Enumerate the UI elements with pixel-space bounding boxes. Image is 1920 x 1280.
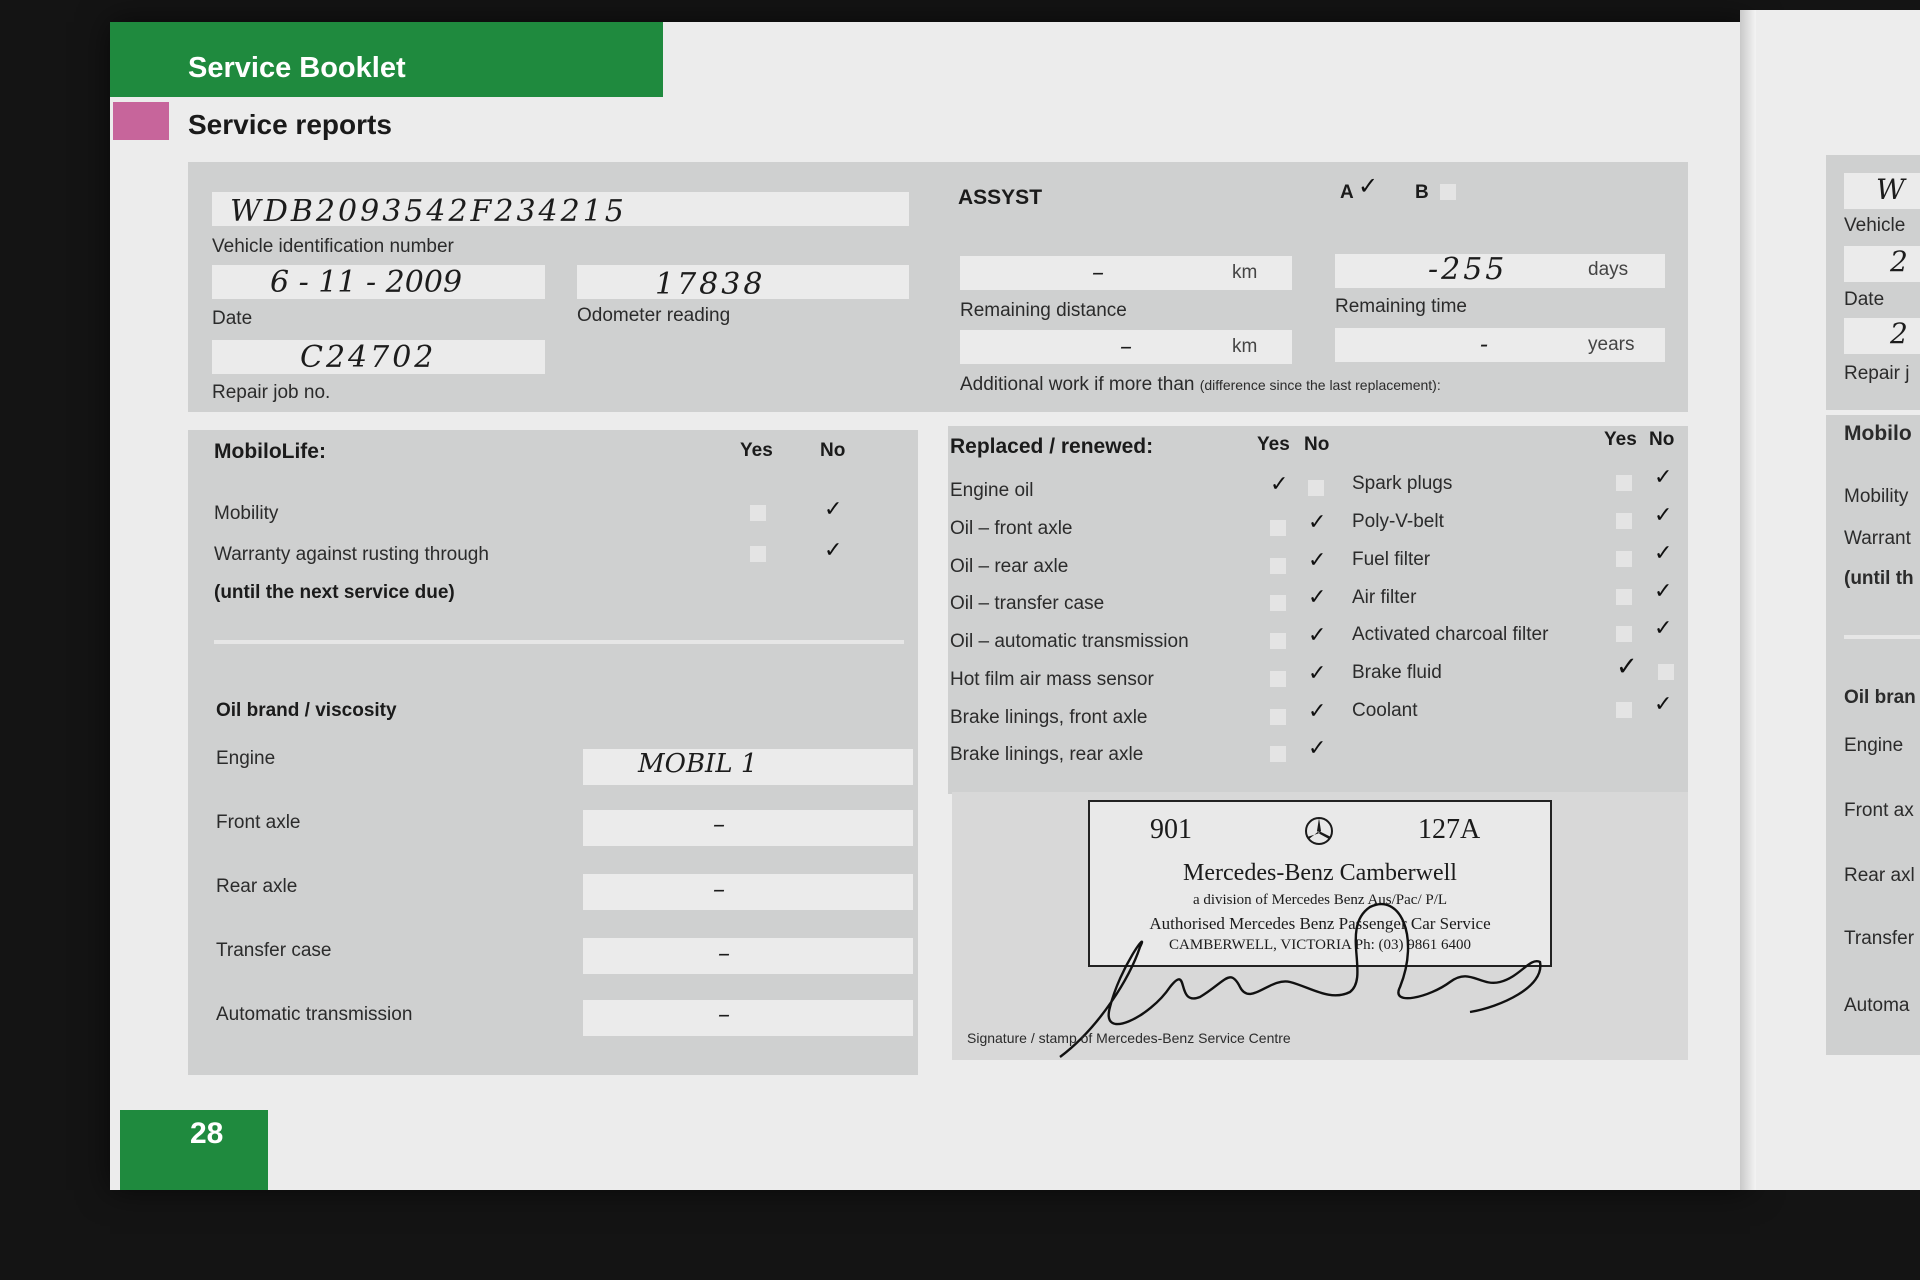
next-mobilo-title: Mobilo <box>1844 422 1912 445</box>
replaced-left-label-3: Oil – transfer case <box>950 593 1105 614</box>
additional-years-value: - <box>1480 330 1489 358</box>
replaced-left-yes-checkbox-2[interactable] <box>1270 558 1286 574</box>
replaced-right-label-3: Air filter <box>1352 587 1417 608</box>
vin-value: WDB2093542F234215 <box>230 194 627 229</box>
replaced-left-no-check-1[interactable]: ✓ <box>1308 510 1327 535</box>
replaced-left-label-4: Oil – automatic transmission <box>950 631 1189 652</box>
page-number: 28 <box>190 1117 224 1150</box>
mercedes-star-icon <box>1304 816 1334 846</box>
replaced-right-no-checkbox-5[interactable] <box>1658 664 1674 680</box>
replaced-right-yes-checkbox-3[interactable] <box>1616 589 1632 605</box>
oil-auto-trans-label: Automatic transmission <box>216 1004 413 1025</box>
replaced-left-yes-checkbox-5[interactable] <box>1270 671 1286 687</box>
oil-transfer-case-label: Transfer case <box>216 940 332 961</box>
next-mobility: Mobility <box>1844 486 1909 507</box>
additional-years-unit: years <box>1588 334 1635 355</box>
replaced-left-no-check-3[interactable]: ✓ <box>1308 585 1327 610</box>
remaining-time-value: -255 <box>1428 252 1508 287</box>
additional-work-text: Additional work if more than <box>960 374 1195 395</box>
repair-job-value: C24702 <box>300 340 437 375</box>
replaced-left-label-5: Hot film air mass sensor <box>950 669 1154 690</box>
oil-auto-trans-value: – <box>718 1000 730 1028</box>
replaced-right-label-2: Fuel filter <box>1352 549 1431 570</box>
oil-rear-axle-value: – <box>713 875 725 903</box>
stamp-address: CAMBERWELL, VICTORIA Ph: (03) 9861 6400 <box>1169 937 1471 953</box>
warranty-label: Warranty against rusting through <box>214 544 489 565</box>
remaining-distance-label: Remaining distance <box>960 300 1127 321</box>
replaced-left-no-check-2[interactable]: ✓ <box>1308 548 1327 573</box>
next-repair-fragment: 2 <box>1890 317 1908 350</box>
next-auto: Automa <box>1844 995 1910 1016</box>
next-front: Front ax <box>1844 800 1914 821</box>
replaced-left-label-0: Engine oil <box>950 480 1034 501</box>
next-until: (until th <box>1844 568 1914 589</box>
mobilolife-note: (until the next service due) <box>214 582 455 603</box>
replaced-right-no-check-3[interactable]: ✓ <box>1654 579 1673 604</box>
replaced-left-yes-checkbox-6[interactable] <box>1270 709 1286 725</box>
remaining-time-label: Remaining time <box>1335 296 1467 317</box>
replaced-right-no-header: No <box>1649 429 1675 450</box>
replaced-left-yes-checkbox-1[interactable] <box>1270 520 1286 536</box>
replaced-left-label-7: Brake linings, rear axle <box>950 744 1144 765</box>
replaced-left-no-check-4[interactable]: ✓ <box>1308 623 1327 648</box>
replaced-right-yes-check-5[interactable]: ✓ <box>1616 652 1638 682</box>
next-repair-field <box>1844 318 1920 354</box>
oil-engine-label: Engine <box>216 748 276 769</box>
remaining-distance-unit: km <box>1232 262 1258 283</box>
assyst-b-checkbox[interactable] <box>1440 184 1456 200</box>
replaced-right-no-check-0[interactable]: ✓ <box>1654 465 1673 490</box>
assyst-a-check[interactable]: ✓ <box>1358 172 1379 200</box>
next-repair-label: Repair j <box>1844 363 1910 384</box>
oil-front-axle-value: – <box>713 810 725 838</box>
replaced-right-no-check-4[interactable]: ✓ <box>1654 616 1673 641</box>
assyst-option-b: B <box>1415 182 1429 203</box>
replaced-left-no-check-7[interactable]: ✓ <box>1308 736 1327 761</box>
remaining-distance-value: – <box>1092 258 1104 286</box>
repair-job-label: Repair job no. <box>212 382 331 403</box>
replaced-right-no-check-6[interactable]: ✓ <box>1654 692 1673 717</box>
next-warranty: Warrant <box>1844 528 1911 549</box>
additional-work-label <box>960 374 1441 396</box>
replaced-right-label-0: Spark plugs <box>1352 473 1453 494</box>
replaced-left-no-check-6[interactable]: ✓ <box>1308 699 1327 724</box>
next-transfer: Transfer <box>1844 928 1915 949</box>
replaced-left-label-6: Brake linings, front axle <box>950 707 1148 728</box>
mobilolife-no-header: No <box>820 440 846 461</box>
oil-auto-trans-field[interactable] <box>583 1000 913 1036</box>
remaining-time-unit: days <box>1588 259 1629 280</box>
next-date-label: Date <box>1844 289 1885 310</box>
service-booklet-page <box>110 22 1750 1190</box>
signature-label: Signature / stamp of Mercedes-Benz Service Centre <box>967 1030 1291 1046</box>
oil-transfer-case-field[interactable] <box>583 938 913 974</box>
section-marker <box>113 102 169 140</box>
replaced-right-yes-checkbox-6[interactable] <box>1616 702 1632 718</box>
vin-label: Vehicle identification number <box>212 236 454 257</box>
date-label: Date <box>212 308 253 329</box>
next-date-fragment: 2 <box>1890 245 1908 278</box>
replaced-left-yes-checkbox-4[interactable] <box>1270 633 1286 649</box>
replaced-right-yes-checkbox-1[interactable] <box>1616 513 1632 529</box>
booklet-title: Service Booklet <box>188 52 406 84</box>
warranty-yes-checkbox[interactable] <box>750 546 766 562</box>
oil-rear-axle-label: Rear axle <box>216 876 298 897</box>
oil-title: Oil brand / viscosity <box>216 700 397 721</box>
replaced-left-no-header: No <box>1304 434 1330 455</box>
replaced-right-yes-checkbox-0[interactable] <box>1616 475 1632 491</box>
replaced-left-label-2: Oil – rear axle <box>950 556 1069 577</box>
next-rear: Rear axl <box>1844 865 1915 886</box>
stamp-authorised: Authorised Mercedes Benz Passenger Car Service <box>1149 914 1491 933</box>
replaced-right-label-6: Coolant <box>1352 700 1418 721</box>
replaced-left-yes-header: Yes <box>1257 434 1290 455</box>
replaced-left-label-1: Oil – front axle <box>950 518 1073 539</box>
stamp-code-left: 901 <box>1150 814 1192 845</box>
oil-engine-value: MOBIL 1 <box>638 749 758 779</box>
replaced-right-yes-header: Yes <box>1604 429 1637 450</box>
replaced-right-label-5: Brake fluid <box>1352 662 1442 683</box>
mobility-no-check[interactable]: ✓ <box>824 497 843 522</box>
next-date-field <box>1844 246 1920 282</box>
assyst-option-a: A <box>1340 182 1354 203</box>
replaced-left-no-check-5[interactable]: ✓ <box>1308 661 1327 686</box>
replaced-right-no-check-1[interactable]: ✓ <box>1654 503 1673 528</box>
next-vin-fragment: W <box>1876 173 1905 206</box>
odometer-value: 17838 <box>655 267 766 302</box>
replaced-left-yes-check-0[interactable]: ✓ <box>1270 472 1289 497</box>
replaced-right-yes-checkbox-4[interactable] <box>1616 626 1632 642</box>
section-title: Service reports <box>188 109 392 140</box>
additional-work-note: (difference since the last replacement): <box>1199 377 1441 393</box>
replaced-left-no-checkbox-0[interactable] <box>1308 480 1324 496</box>
stamp-division: a division of Mercedes Benz Aus/Pac/ P/L <box>1192 892 1448 908</box>
next-vin-label: Vehicle <box>1844 215 1906 236</box>
odometer-label: Odometer reading <box>577 305 731 326</box>
additional-km-unit: km <box>1232 336 1258 357</box>
oil-transfer-case-value: – <box>718 939 730 967</box>
replaced-right-no-check-2[interactable]: ✓ <box>1654 541 1673 566</box>
next-engine: Engine <box>1844 735 1904 756</box>
replaced-right-label-1: Poly-V-belt <box>1352 511 1444 532</box>
mobilolife-yes-header: Yes <box>740 440 773 461</box>
assyst-title: ASSYST <box>958 186 1043 209</box>
next-page-fragment <box>1756 10 1920 1190</box>
mobility-label: Mobility <box>214 503 279 524</box>
stamp-dealer-name: Mercedes-Benz Camberwell <box>1183 860 1457 886</box>
replaced-right-label-4: Activated charcoal filter <box>1352 624 1549 645</box>
next-divider <box>1844 635 1920 639</box>
stamp-code-right: 127A <box>1418 814 1481 845</box>
oil-front-axle-label: Front axle <box>216 812 301 833</box>
additional-km-value: – <box>1120 332 1132 360</box>
replaced-left-yes-checkbox-7[interactable] <box>1270 746 1286 762</box>
replaced-left-yes-checkbox-3[interactable] <box>1270 595 1286 611</box>
replaced-title: Replaced / renewed: <box>950 435 1154 458</box>
oil-front-axle-field[interactable] <box>583 810 913 846</box>
mobility-yes-checkbox[interactable] <box>750 505 766 521</box>
replaced-right-yes-checkbox-2[interactable] <box>1616 551 1632 567</box>
date-value: 6 - 11 - 2009 <box>270 265 463 300</box>
warranty-no-check[interactable]: ✓ <box>824 538 843 563</box>
next-oil-title: Oil bran <box>1844 687 1916 708</box>
mobilolife-title: MobiloLife: <box>214 440 326 463</box>
mobilolife-divider <box>214 640 904 644</box>
oil-rear-axle-field[interactable] <box>583 874 913 910</box>
